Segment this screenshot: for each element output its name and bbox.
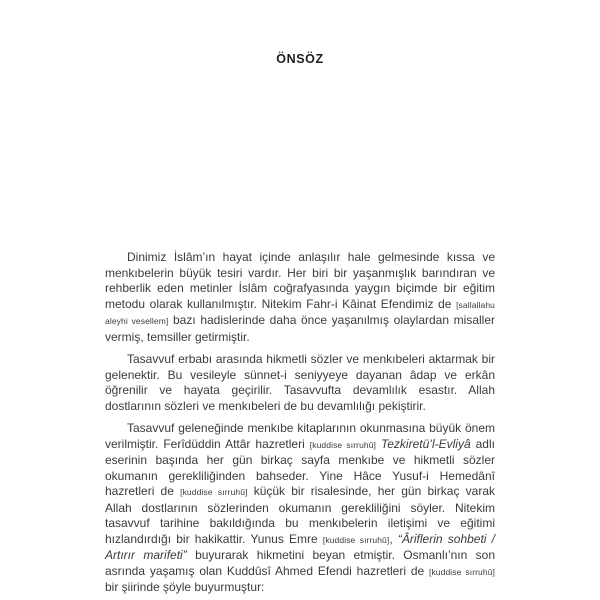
honorific-note: [kuddise sırruhû] xyxy=(180,487,248,497)
preface-text xyxy=(105,250,495,596)
paragraph xyxy=(105,421,495,596)
emphasized-text: “Âriflerin sohbeti / Artırır marifeti” xyxy=(105,531,496,562)
body-text: bir şiirinde şöyle buyurmuştur: xyxy=(105,580,265,594)
honorific-note: [kuddise sırruhû] xyxy=(322,534,390,545)
paragraph xyxy=(105,352,495,414)
honorific-note: [sallallahu aleyhi vesellem] xyxy=(105,299,495,326)
body-text: , xyxy=(389,531,398,546)
body-text: Tasavvuf geleneğinde menkıbe kitaplarının okunmasına büyük önem verilmiştir. Ferîdüddin Attâr hazretleri xyxy=(105,421,495,451)
body-text: Tasavvuf erbabı arasında hikmetli sözler ve menkıbeleri aktarmak bir gelenektir. Bu vesileyle sünnet-i seniyyeye dayanan âdap ve erkân öğrenilir ve hayata geçirilir. Tasavvufta devamlılık esastır. Allah dostlarının sözleri ve menkıbeleri de bu devamlılığı pekiştirir. xyxy=(105,352,495,413)
honorific-note: [kuddise sırruhû] xyxy=(428,566,495,577)
body-text: Dinimiz İslâm’ın hayat içinde anlaşılır hale gelmesinde kıssa ve menkıbelerin büyük tesiri vardır. Her biri bir yaşanmışlık barındıran ve rehberlik eden metinler İslâm coğrafyasında yaygın biçimde bir eğitim metodu olarak kullanılmıştır. Nitekim Fahr-i Kâinat Efendimiz de xyxy=(105,250,495,311)
emphasized-text: Tezkiretü’l-Evliyâ xyxy=(381,436,471,451)
page-title: ÖNSÖZ xyxy=(276,52,324,66)
body-text: bazı hadislerinde daha önce yaşanılmış olaylardan misaller vermiş, temsiller getirmiştir. xyxy=(105,313,495,344)
body-text: küçük bir risalesinde, her gün birkaç varak Allah dostlarının sözlerinden okumanın gerekliliğini söyler. Nitekim tasavvuf tarihine bakıldığında bu menkıbelerin iletişimi ve eğitimi hızlandırdığı bir hakikattir. Yunus Emre xyxy=(105,484,496,546)
body-text: buyurarak hikmetini beyan etmiştir. Osmanlı’nın son asrında yaşamış olan Kuddûsî Ahmed Efendi hazretleri de xyxy=(105,548,495,578)
honorific-note: [kuddise sırruhû] xyxy=(309,439,377,450)
body-text: adlı eserinin başında her gün birkaç sayfa menkıbe ve hikmetli sözler okumanın gerekliliğinden bahseder. Yine Hâce Yusuf-i Hemedânî hazretleri de xyxy=(105,436,495,498)
paragraph xyxy=(105,250,495,345)
